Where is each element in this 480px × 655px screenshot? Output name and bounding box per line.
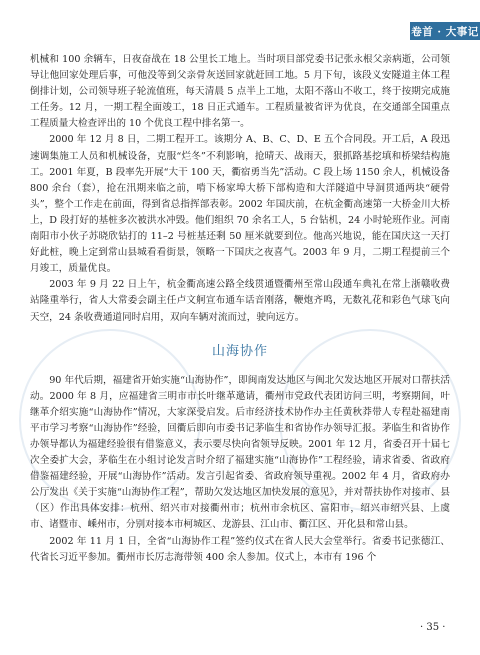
paragraph: 2000 年 12 月 8 日，二期工程开工。该期分 A、B、C、D、E 五个合同段。开工后，A 段迅速调集施工人员和机械设备，克服“烂冬”不利影响，抢晴天、战雨天，狠抓路基挖填和桥梁结构施工。2001 年夏，B 段率先开展“大干 100 天，衢宿勇当先”活动。C 段上场 1150 余人，机械设备 800 余台（套），抢在汛期来临之前，啃下杨家埠大桥下部构造和大洋隧道中导洞贯通两块“硬骨头”，整个工作走在前面，得到省总指挥部表彰。2002 年国庆前，在杭金衢高速第一大桥金川大桥上，D 段打好的基桩多次被洪水冲毁。他们组织 70 余名工人，5 台钻机，24 小时轮班作业。河南南阳市小伙子苏晓欣钻打的 11–2 号桩基还剩 50 厘米就要到位。他高兴地说，能在国庆这一天打好此桩，晚上定到常山县城看看街景，领略一下国庆之夜喜气。2003 年 9 月，二期工程提前三个月竣工，质量优良。 [30, 134, 450, 275]
section-title: 山海协作 [211, 343, 268, 359]
chapter-header-label: 卷首 · 大事记 [411, 25, 479, 38]
paragraph: 90 年代后期，福建省开始实施“山海协作”，即闽南发达地区与闽北欠发达地区开展对口帮扶活动。2000 年 8 月，应福建省三明市市长叶继革邀请，衢州市党政代表团访问三明，考察期间，叶继革介绍实施“山海协作”情况，大家深受启发。后市经济技术协作办主任黄秋莽带人专程赴福建南平市学习考察“山海协作”经验，回衢后即向市委书记茅临生和省协作办领导汇报。茅临生和省协作办领导都认为福建经验很有借鉴意义，表示要尽快向省领导反映。2001 年 12 月，省委召开十届七次全委扩大会，茅临生在小组讨论发言时介绍了福建实施“山海协作”工程经验，请求省委、省政府借鉴福建经验，开展“山海协作”活动。发言引起省委、省政府领导重视。2002 年 4 月，省政府办公厅发出《关于实施“山海协作工程”，帮助欠发达地区加快发展的意见》，并对帮扶协作对接市、县（区）作出具体安排：杭州、绍兴市对接衢州市；杭州市余杭区、富阳市，绍兴市绍兴县、上虞市、诸暨市、嵊州市，分别对接本市柯城区、龙游县、江山市、衢江区、开化县和常山县。 [30, 374, 450, 531]
chapter-header-tab [410, 22, 480, 40]
paragraph: 机械和 100 余辆车，日夜奋战在 18 公里长工地上。当时项目部党委书记张永根父亲病逝，公司领导让他回家处理后事，可他没等到父亲骨灰送回家就赶回工地。5 月下旬，该段义安隧道主体工程倒排计划，公司领导班子轮流值班，每天清晨 5 点半上工地，太阳不落山不收工，终于按期完成施工任务。12 月，一期工程全面竣工，18 日正式通车。工程质量被省评为优良，在交通部全国重点工程质量大检查评出的 10 个优良工程中排名第一。 [30, 54, 450, 130]
paragraph: 2002 年 11 月 1 日，全省“山海协作工程”签约仪式在省人民大会堂举行。省委书记张德江、代省长习近平参加。衢州市长厉志海带领 400 余人参加。仪式上，本市有 196 个 [30, 535, 450, 563]
page-content [30, 52, 450, 566]
page-number: · 35 · [420, 622, 446, 633]
paragraph: 2003 年 9 月 22 日上午，杭金衢高速公路全线贯通暨衢州至常山段通车典礼在常上浙赣收费站隆重举行，省人大常委会副主任卢文舸宣布通车话音刚落，鞭炮齐鸣，无数礼花和彩色气球飞向天空，24 条收费通道同时启用，双向车辆对流而过，驶向远方。 [30, 279, 450, 323]
